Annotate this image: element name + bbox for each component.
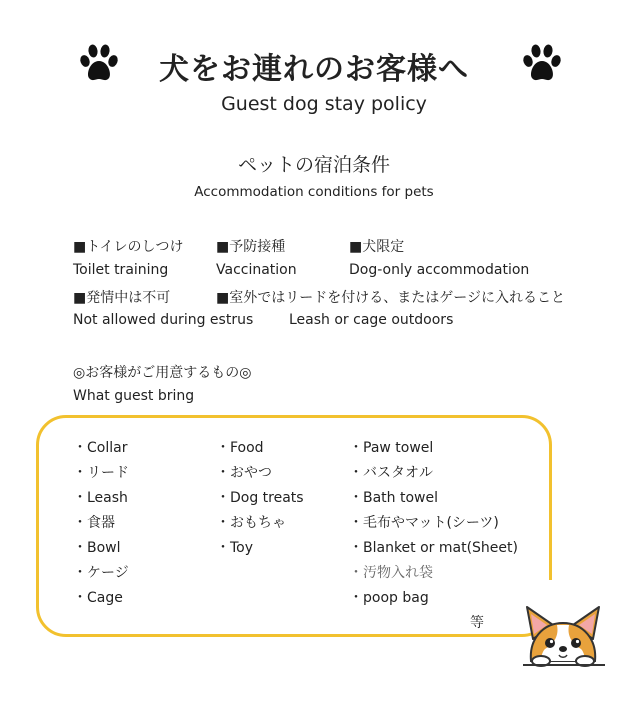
list-item: ・おやつ — [216, 465, 272, 481]
list-item: ・Collar — [73, 440, 128, 456]
list-item: ・リード — [73, 465, 129, 481]
condition-leash-en: Leash or cage outdoors — [289, 312, 454, 328]
list-item: ・食器 — [73, 515, 115, 531]
condition-dog-only-jp: ■犬限定 — [349, 239, 405, 255]
list-item: ・Cage — [73, 590, 123, 606]
page-title: 犬をお連れのお客様へ — [159, 52, 469, 87]
list-item: ・poop bag — [349, 590, 429, 606]
condition-vaccine-en: Vaccination — [216, 262, 297, 278]
list-item: ・汚物入れ袋 — [349, 565, 433, 581]
list-item: ・Paw towel — [349, 440, 434, 456]
list-item: ・バスタオル — [349, 465, 433, 481]
bring-heading: ◎お客様がご用意するもの◎ — [73, 365, 252, 381]
page-subtitle: Guest dog stay policy — [221, 93, 427, 115]
condition-toilet-jp: ■トイレのしつけ — [73, 239, 184, 255]
condition-dog-only-en: Dog-only accommodation — [349, 262, 530, 278]
corgi-illustration — [519, 603, 607, 667]
condition-estrus-jp: ■発情中は不可 — [73, 290, 171, 306]
condition-toilet-en: Toilet training — [73, 262, 169, 278]
conditions-heading: ペットの宿泊条件 — [237, 154, 390, 176]
condition-estrus-en: Not allowed during estrus — [73, 312, 254, 328]
list-item: ・おもちゃ — [216, 515, 286, 531]
list-item: ・ケージ — [73, 565, 129, 581]
list-item: ・Dog treats — [216, 490, 304, 506]
condition-vaccine-jp: ■予防接種 — [216, 239, 286, 255]
list-item: ・Bowl — [73, 540, 121, 556]
conditions-heading-en: Accommodation conditions for pets — [194, 184, 434, 200]
list-item: ・毛布やマット(シーツ) — [349, 515, 499, 531]
list-item: ・Blanket or mat(Sheet) — [349, 540, 518, 556]
list-item: ・Food — [216, 440, 264, 456]
list-item: ・Leash — [73, 490, 128, 506]
list-item: ・Toy — [216, 540, 254, 556]
condition-leash-jp: ■室外ではリードを付ける、またはゲージに入れること — [216, 290, 565, 306]
list-item: ・Bath towel — [349, 490, 439, 506]
etc-label: 等 — [470, 615, 484, 631]
bring-heading-en: What guest bring — [73, 388, 195, 404]
